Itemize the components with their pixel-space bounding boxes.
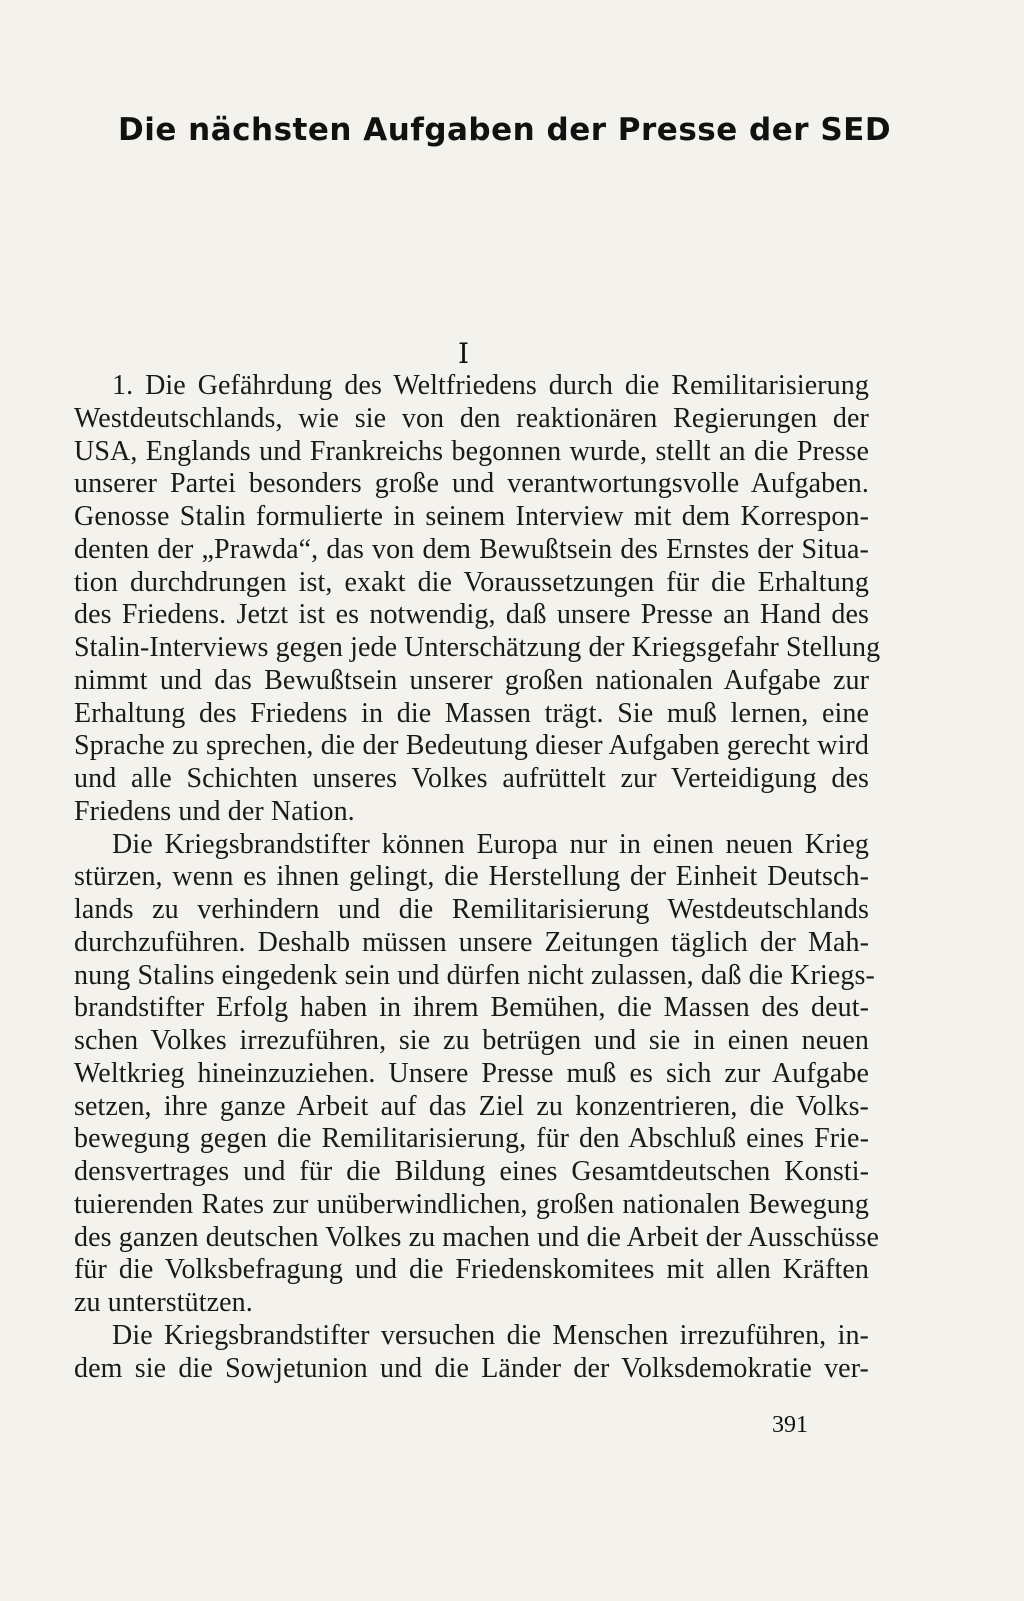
text-line: brandstifter Erfolg haben in ihrem Bemühen, die Massen des deut- [74,992,869,1024]
text-line: Die Kriegsbrandstifter versuchen die Menschen irrezuführen, in- [112,1319,869,1351]
text-line: dem sie die Sowjetunion und die Länder der Volksdemokratie ver- [74,1352,869,1384]
text-line: und alle Schichten unseres Volkes aufrüttelt zur Verteidigung des [74,763,869,794]
text-line: Die Kriegsbrandstifter können Europa nur in einen neuen Krieg [112,828,869,860]
text-line: zu unterstützen. [74,1287,253,1318]
text-line: bewegung gegen die Remilitarisierung, für den Abschluß eines Frie- [74,1123,869,1155]
text-line: tuierenden Rates zur unüberwindlichen, großen nationalen Bewegung [74,1188,869,1220]
text-line: des ganzen deutschen Volkes zu machen und die Arbeit der Ausschüsse [74,1221,880,1253]
text-line: schen Volkes irrezuführen, sie zu betrügen und sie in einen neuen [74,1025,869,1056]
paragraph [74,370,881,829]
text-line: durchzuführen. Deshalb müssen unsere Zeitungen täglich der Mah- [74,926,869,958]
text-line: densvertrages und für die Bildung eines Gesamtdeutschen Konsti- [74,1156,869,1187]
page-number: 391 [772,1412,808,1438]
text-line: tion durchdrungen ist, exakt die Voraussetzungen für die Erhaltung [74,566,869,598]
paragraph [74,1320,869,1386]
text-line: Stalin-Interviews gegen jede Unterschätzung der Kriegsgefahr Stellung [74,632,881,663]
text-line: USA, Englands und Frankreichs begonnen wurde, stellt an die Presse [74,435,869,467]
section-numeral: I [458,337,470,370]
text-line: Westdeutschlands, wie sie von den reaktionären Regierungen der [74,402,869,434]
text-line: Sprache zu sprechen, die der Bedeutung dieser Aufgaben gerecht wird [74,730,869,762]
text-line: stürzen, wenn es ihnen gelingt, die Herstellung der Einheit Deutsch- [74,861,869,893]
text-line: lands zu verhindern und die Remilitarisierung Westdeutschlands [74,894,869,925]
text-line: unserer Partei besonders große und verantwortungsvolle Aufgaben. [74,468,869,500]
text-line: des Friedens. Jetzt ist es notwendig, daß unsere Presse an Hand des [74,599,869,631]
text-line: Erhaltung des Friedens in die Massen trägt. Sie muß lernen, eine [74,697,869,729]
text-line: denten der „Prawda“, das von dem Bewußtsein des Ernstes der Situa- [74,533,869,565]
text-line: für die Volksbefragung und die Friedenskomitees mit allen Kräften [74,1254,869,1286]
text-line: nimmt und das Bewußtsein unserer großen nationalen Aufgabe zur [74,664,869,696]
text-line: nung Stalins eingedenk sein und dürfen nicht zulassen, daß die Kriegs- [74,959,875,991]
text-line: Friedens und der Nation. [74,795,355,827]
text-line: 1. Die Gefährdung des Weltfriedens durch die Remilitarisierung [112,370,869,401]
text-line: setzen, ihre ganze Arbeit auf das Ziel zu konzentrieren, die Volks- [74,1090,869,1122]
paragraph [74,828,880,1320]
body-text [74,370,881,1385]
text-line: Genosse Stalin formulierte in seinem Interview mit dem Korrespon- [74,501,869,532]
page-title: Die nächsten Aufgaben der Presse der SED [118,112,892,148]
text-line: Weltkrieg hineinzuziehen. Unsere Presse muß es sich zur Aufgabe [74,1057,869,1089]
